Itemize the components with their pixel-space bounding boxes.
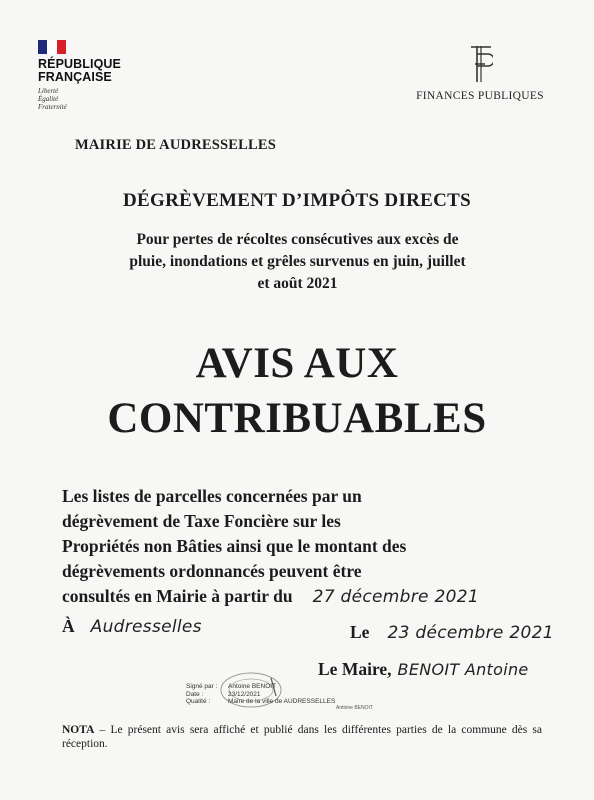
body-line: Propriétés non Bâties ainsi que le montant des [62,536,407,556]
notice-body [62,484,532,610]
republique-motto [38,87,158,111]
nota-text: – Le présent avis sera affiché et publié dans les différentes parties de la commune dès sa réception. [62,724,542,750]
place-line [62,616,202,637]
motto-fraternite: Fraternité [38,103,67,111]
signature-value: Maire de la ville de AUDRESSELLES [228,698,336,705]
mairie-name: MAIRIE DE AUDRESSELLES [75,137,277,153]
body-last-line [62,584,532,610]
document-subtitle [70,229,525,295]
flag-blue-band [38,40,47,54]
body-line: dégrèvement de Taxe Foncière sur les [62,511,341,531]
finances-publiques-name: FINANCES PUBLIQUES [416,90,544,102]
handwritten-maire-name: BENOIT Antoine [397,660,529,679]
date-label: Le [350,622,370,642]
place-label: À [62,616,75,636]
republique-name-line1: RÉPUBLIQUE [38,57,121,71]
document-title: DÉGRÈVEMENT D’IMPÔTS DIRECTS [123,190,471,211]
body-line: dégrèvements ordonnancés peuvent être [62,561,362,581]
handwritten-date: 23 décembre 2021 [387,623,554,643]
signature-row [186,691,373,699]
maire-label: Le Maire, [318,659,392,679]
finances-publiques-logo [410,44,550,102]
republique-francaise-logo [38,40,158,111]
avis-line: CONTRIBUABLES [107,395,487,442]
maire-line [318,659,529,680]
signature-label: Date : [186,690,204,698]
signature-value: 23/12/2021 [228,690,261,698]
body-line: Les listes de parcelles concernées par un [62,486,362,506]
avis-line: AVIS AUX [195,340,399,387]
motto-egalite: Égalité [38,95,59,103]
electronic-signature-block [186,683,373,712]
republique-name-line2: FRANÇAISE [38,70,112,84]
signature-value: Antoine BENOIT [228,683,277,690]
marianne-flag-icon [38,40,66,54]
flag-white-band [47,40,56,54]
subtitle-line: pluie, inondations et grêles survenus en juin, juillet [129,253,466,270]
motto-liberte: Liberté [38,87,59,95]
date-line [350,622,554,643]
finances-publiques-logo-icon [467,44,493,84]
signature-label: Qualité : [186,698,211,705]
signature-subname: Antoine BENOIT [336,704,373,711]
flag-red-band [57,40,66,54]
nota-label: NOTA [62,724,95,736]
handwritten-consultation-date: 27 décembre 2021 [312,587,479,607]
body-line: consultés en Mairie à partir du [62,586,293,606]
subtitle-line: Pour pertes de récoltes consécutives aux excès de [136,231,459,248]
signature-row [186,683,373,691]
handwritten-place: Audresselles [90,617,202,637]
signature-label: Signé par : [186,683,218,690]
nota-footnote [62,723,542,751]
subtitle-line: et août 2021 [257,275,338,292]
avis-heading [0,336,594,446]
